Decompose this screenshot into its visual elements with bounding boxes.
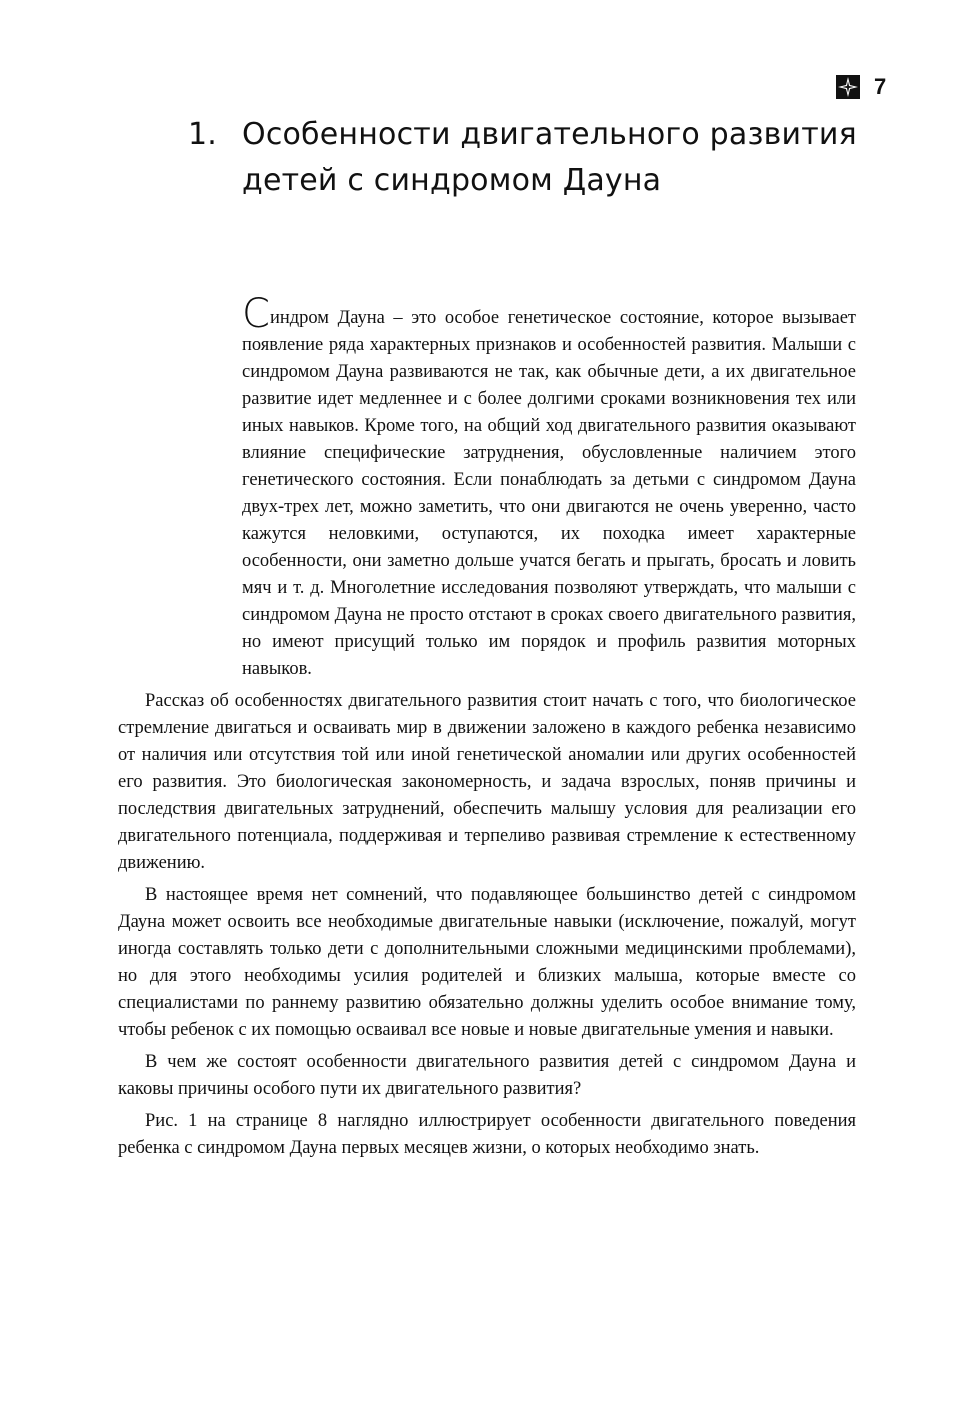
- page-number: 7: [874, 74, 887, 99]
- chapter-title-line-2: детей с синдромом Дауна: [242, 163, 662, 198]
- paragraph-5: Рис. 1 на странице 8 наглядно иллюстрирует особенности двигательного поведения ребенка с синдромом Дауна первых месяцев жизни, о которых необходимо знать.: [118, 1111, 856, 1158]
- chapter-title-line-1: [188, 112, 888, 158]
- paragraph-1-text: индром Дауна – это особое генетическое состояние, которое вызывает появление ряда характерных признаков и особенностей развития. Малыши с синдромом Дауна развиваются не так, как обычные дети, а их двигательное развитие идет медленнее и с более долгими сроками возникновения тех или иных навыков. Кроме того, на общий ход двигательного развития оказывают влияние специфические затруднения, обусловленные наличием этого генетического состояния. Если понаблюдать за детьми с синдромом Дауна двух-трех лет, можно заметить, что они двигаются не очень уверенно, часто кажутся неловкими, оступаются, их походка имеет характерные особенности, они заметно дольше учатся бегать и прыгать, бросать и ловить мяч и т. д. Многолетние исследования позволяют утверждать, что малыши с синдромом Дауна не просто отстают в сроках своего двигательного развития, но имеют присущий только им порядок и профиль развития моторных навыков.: [242, 308, 856, 679]
- diamond-ornament-icon: [836, 75, 860, 99]
- body-text: [118, 291, 856, 1167]
- paragraph-1: [118, 291, 856, 683]
- chapter-title-text-1: Особенности двигательного развития: [242, 117, 857, 152]
- drop-cap: С: [242, 291, 270, 337]
- paragraph-2: Рассказ об особенностях двигательного развития стоит начать с того, что биологическое стремление двигаться и осваивать мир в движении заложено в каждого ребенка независимо от наличия или отсутствия той или иной генетической аномалии или других особенностей его развития. Это биологическая закономерность, и задача взрослых, поняв причины и последствия двигательных затруднений, обеспечить малышу условия для реализации его двигательного потенциала, поддерживая и терпеливо развивая стремление к естественному движению.: [118, 691, 856, 873]
- chapter-number: 1.: [188, 117, 218, 152]
- paragraph-3: В настоящее время нет сомнений, что подавляющее большинство детей с синдромом Дауна может освоить все необходимые двигательные навыки (исключение, пожалуй, могут иногда составлять только дети с дополнительными сложными медицинскими проблемами), но для этого необходимы усилия родителей и близких малыша, которые вместе со специалистами по раннему развитию обязательно должны уделить особое внимание тому, чтобы ребенок с их помощью осваивал все новые и новые двигательные умения и навыки.: [118, 885, 856, 1040]
- page-header: [836, 72, 906, 102]
- paragraph-4: В чем же состоят особенности двигательного развития детей с синдромом Дауна и каковы причины особого пути их двигательного развития?: [118, 1052, 856, 1099]
- chapter-heading: [188, 112, 888, 204]
